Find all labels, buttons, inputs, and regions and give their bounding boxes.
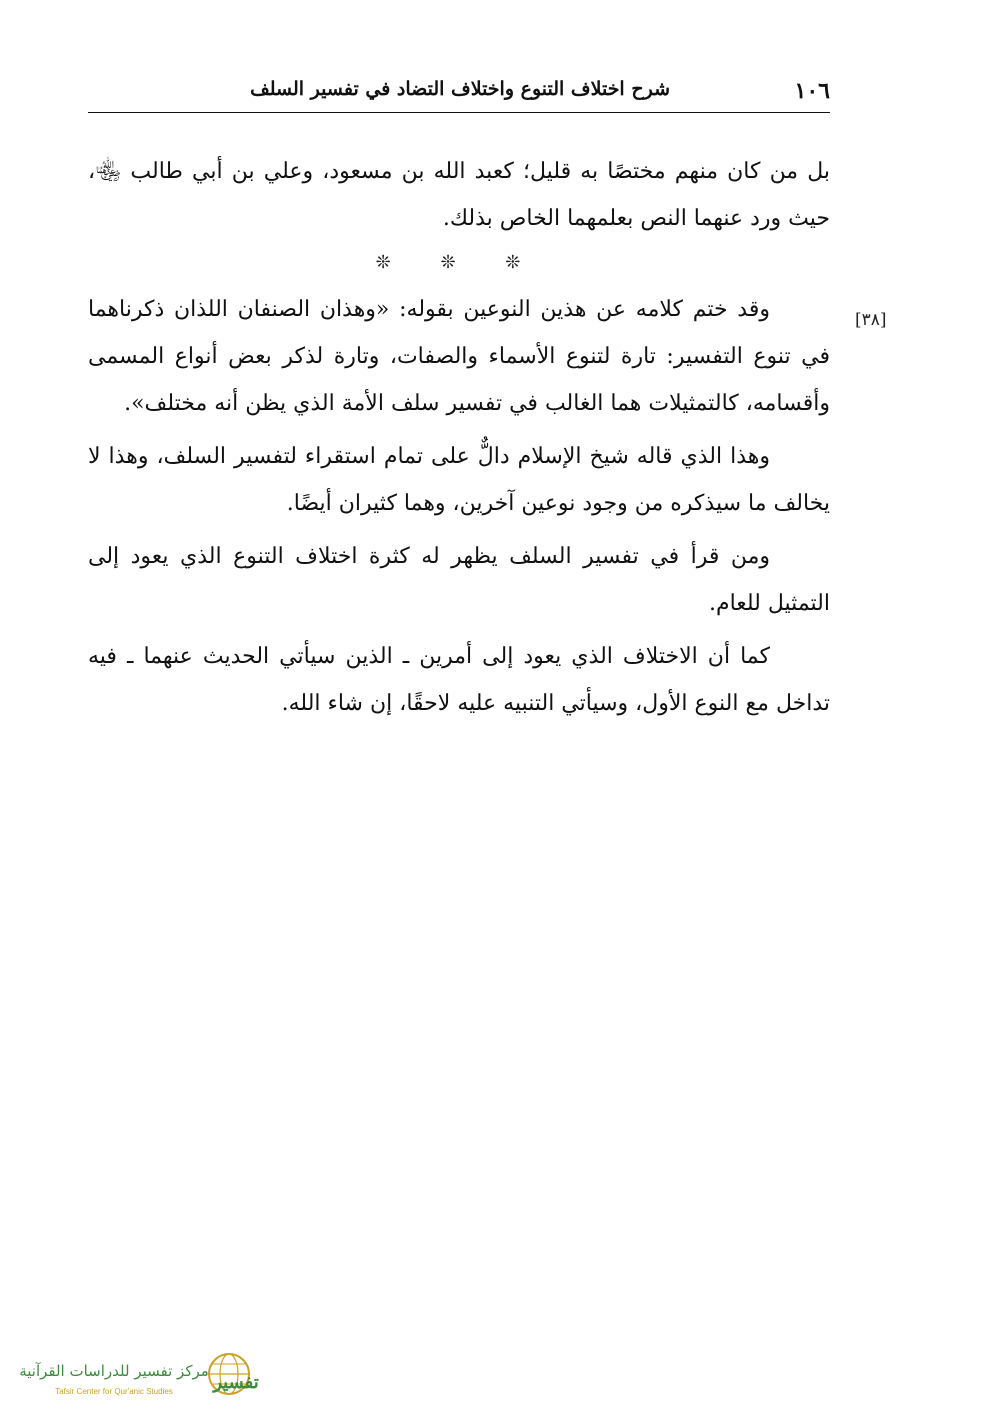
logo-emblem-text: تفسير (213, 1372, 259, 1393)
margin-reference: [٣٨] (855, 310, 887, 330)
logo-arabic-text: مركز تفسير للدراسات القرآنية (19, 1362, 209, 1380)
page-header (88, 72, 830, 113)
section-separator: ❊ ❊ ❊ (375, 252, 543, 273)
paragraph-5: كما أن الاختلاف الذي يعود إلى أمرين ـ الذين سيأتي الحديث عنهما ـ فيه تداخل مع النوع الأول، وسيأتي التنبيه عليه لاحقًا، إن شاء الله. (88, 644, 830, 716)
paragraph-3: وهذا الذي قاله شيخ الإسلام دالٌّ على تمام استقراء لتفسير السلف، وهذا لا يخالف ما سيذكره من وجود نوعين آخرين، وهما كثيران أيضًا. (88, 444, 830, 516)
running-title: شرح اختلاف التنوع واختلاف التضاد في تفسير السلف (250, 78, 670, 100)
tafsir-center-logo (14, 1346, 264, 1406)
paragraph-4: ومن قرأ في تفسير السلف يظهر له كثرة اختلاف التنوع الذي يعود إلى التمثيل للعام. (88, 544, 830, 616)
paragraph-2: وقد ختم كلامه عن هذين النوعين بقوله: «وهذان الصنفان اللذان ذكرناهما في تنوع التفسير: تارة لتنوع الأسماء والصفات، وتارة لذكر بعض أنواع المسمى وأقسامه، كالتمثيلات هما الغالب في تفسير سلف الأمة الذي يظن أنه مختلف». (88, 297, 830, 416)
page-number: ١٠٦ (794, 78, 830, 104)
body-text (88, 148, 830, 733)
logo-english-text: Tafsir Center for Qur'anic Studies (55, 1387, 173, 1396)
paragraph-1: بل من كان منهم مختصًا به قليل؛ كعبد الله بن مسعود، وعلي بن أبي طالب ﵄، حيث ورد عنهما النص بعلمهما الخاص بذلك. (88, 159, 830, 231)
logo-graphic (14, 1346, 264, 1406)
